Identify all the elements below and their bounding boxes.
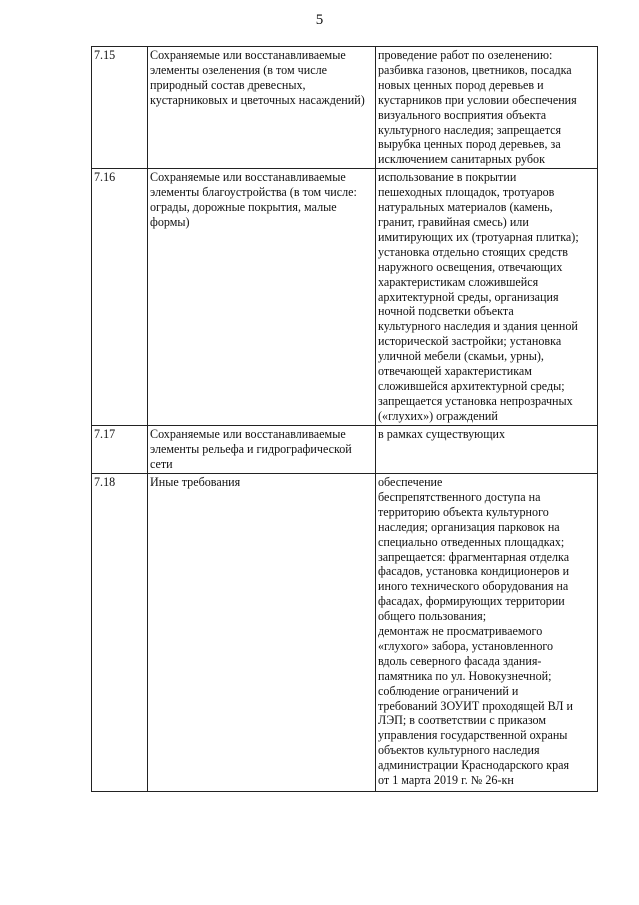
- table-row: [92, 47, 598, 169]
- row-number: 7.18: [92, 473, 148, 791]
- row-number: 7.15: [92, 47, 148, 169]
- requirements-table: [91, 46, 598, 792]
- requirements-cell: использование в покрытии пешеходных площадок, тротуаров натуральных материалов (камень, гранит, гравийная смесь) или имитирующих их (тротуарная плитка); установка отдельно стоящих средств наружного освещения, отвечающих характеристикам сложившейся архитектурной среды, организация ночной подсветки объекта культурного наследия и здания ценной исторической застройки; установка уличной мебели (скамьи, урны), отвечающей характеристикам сложившейся архитектурной среды; запрещается установка непрозрачных («глухих») ограждений: [376, 169, 598, 426]
- element-cell: Сохраняемые или восстанавливаемые элементы озеленения (в том числе природный состав древесных, кустарниковых и цветочных насаждений): [148, 47, 376, 169]
- row-number: 7.16: [92, 169, 148, 426]
- table-row: [92, 426, 598, 474]
- element-cell: Сохраняемые или восстанавливаемые элементы рельефа и гидрографической сети: [148, 426, 376, 474]
- page-number: 5: [315, 12, 324, 28]
- requirements-cell: проведение работ по озеленению: разбивка газонов, цветников, посадка новых ценных пород деревьев и кустарников при условии обеспечения визуального восприятия объекта культурного наследия; запрещается вырубка ценных пород деревьев, за исключением санитарных рубок: [376, 47, 598, 169]
- element-cell: Иные требования: [148, 473, 376, 791]
- requirements-cell: в рамках существующих: [376, 426, 598, 474]
- requirements-cell: обеспечение беспрепятственного доступа на территорию объекта культурного наследия; организация парковок на специально отведенных площадках; запрещается: фрагментарная отделка фасадов, установка кондиционеров и иного технического оборудования на фасадах, формирующих территории общего пользования; демонтаж не просматриваемого «глухого» забора, установленного вдоль северного фасада здания- памятника по ул. Новокузнечной; соблюдение ограничений и требований ЗОУИТ проходящей ВЛ и ЛЭП; в соответствии с приказом управления государственной охраны объектов культурного наследия администрации Краснодарского края от 1 марта 2019 г. № 26-кн: [376, 473, 598, 791]
- table-row: [92, 169, 598, 426]
- table-row: [92, 473, 598, 791]
- element-cell: Сохраняемые или восстанавливаемые элементы благоустройства (в том числе: ограды, дорожные покрытия, малые формы): [148, 169, 376, 426]
- row-number: 7.17: [92, 426, 148, 474]
